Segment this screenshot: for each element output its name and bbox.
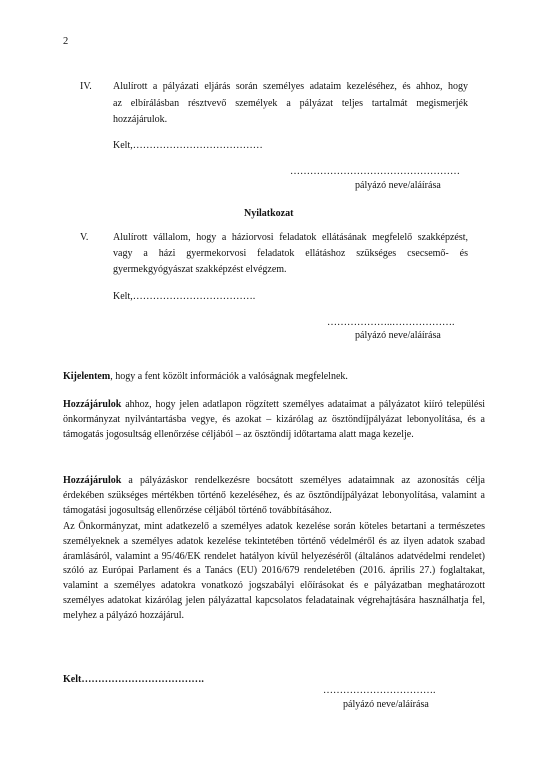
item-v-line-1: Alulírott vállalom, hogy a háziorvosi feladatok ellátásának megfelelő szakképzést, xyxy=(113,232,468,243)
final-signature-label: pályázó neve/aláírása xyxy=(343,699,429,710)
item-iv-line-1: Alulírott a pályázati eljárás során személyes adataim kezeléséhez, és ahhoz, hogy xyxy=(113,81,468,92)
statement-bold-lead: Kijelentem xyxy=(63,371,111,382)
item-iv-kelt: Kelt,………………………………… xyxy=(113,140,263,151)
item-iv-line-2: az elbírálásban résztvevő személyek a pályázat teljes tartalmát megismerjék xyxy=(113,98,468,109)
final-kelt: Kelt………………………………. xyxy=(63,674,204,685)
consent-2-text: a pályázáskor rendelkezésre bocsátott személyes adataimnak az azonosítás célja érdekében szükséges mértékben történő kezeléséhez, és az ösztöndíjpályázat lebonyolítása, valamint a támogatási jogosultság ellenőrzése céljából történő továbbításához. xyxy=(63,475,485,516)
item-iv-line-3: hozzájárulok. xyxy=(113,114,168,125)
item-v-line-2: vagy a házi gyermekorvosi feladatok ellátáshoz szükséges csecsemő- és xyxy=(113,248,468,259)
consent-1-text: ahhoz, hogy jelen adatlapon rögzített személyes adataimat a pályázatot kiíró települési önkormányzat nyilvántartásba vegye, és azokat – kizárólag az ösztöndíjpályázat lebonyolítása, és a támogatás jogosultság ellenőrzése céljából – az ösztöndíj időtartama alatt maga kezelje. xyxy=(63,399,485,440)
consent-paragraph-1 xyxy=(63,397,485,442)
item-v-line-3: gyermekgyógyászat szakképzést elvégzem. xyxy=(113,264,287,275)
data-controller-paragraph xyxy=(63,520,485,624)
statement-text: , hogy a fent közölt információk a valóságnak megfelelnek. xyxy=(110,371,348,382)
item-iv-signature-label: pályázó neve/aláírása xyxy=(355,180,441,191)
item-v-signature-line: ………………..………………. xyxy=(327,317,455,328)
declaration-heading: Nyilatkozat xyxy=(244,208,294,219)
item-v-kelt: Kelt,………………………………. xyxy=(113,291,256,302)
item-iv-signature-line: …………………………………………… xyxy=(290,166,460,177)
item-v-numeral: V. xyxy=(80,232,89,243)
final-signature-line: ……………………………. xyxy=(323,685,436,696)
consent-1-bold-lead: Hozzájárulok xyxy=(63,399,122,410)
item-iv-numeral: IV. xyxy=(80,81,92,92)
item-v-signature-label: pályázó neve/aláírása xyxy=(355,330,441,341)
consent-paragraph-2 xyxy=(63,473,485,518)
data-controller-text: Az Önkormányzat, mint adatkezelő a személyes adatok kezelése során köteles betartani a természetes személyeknek a személyes adatok kezelése tekintetében történő védelméről és az ilyen adatok szabad áramlásáról, valamint a 95/46/EK rendelet hatályon kívül helyezéséről (általános adatvédelmi rendelet) szóló az Európai Parlament és a Tanács (EU) 2016/679 rendeletében (2016. április 27.) foglaltakat, valamint a személyes adatokra vonatkozó jogszabályi előírásokat és e pályázatban meghatározott személyes adatokat kizárólag jelen pályázattal kapcsolatos feladatainak végrehajtására használhatja fel, melyhez a pályázó hozzájárul. xyxy=(63,521,485,621)
page-number: 2 xyxy=(63,36,69,47)
consent-2-bold-lead: Hozzájárulok xyxy=(63,475,122,486)
statement-paragraph xyxy=(63,370,485,384)
